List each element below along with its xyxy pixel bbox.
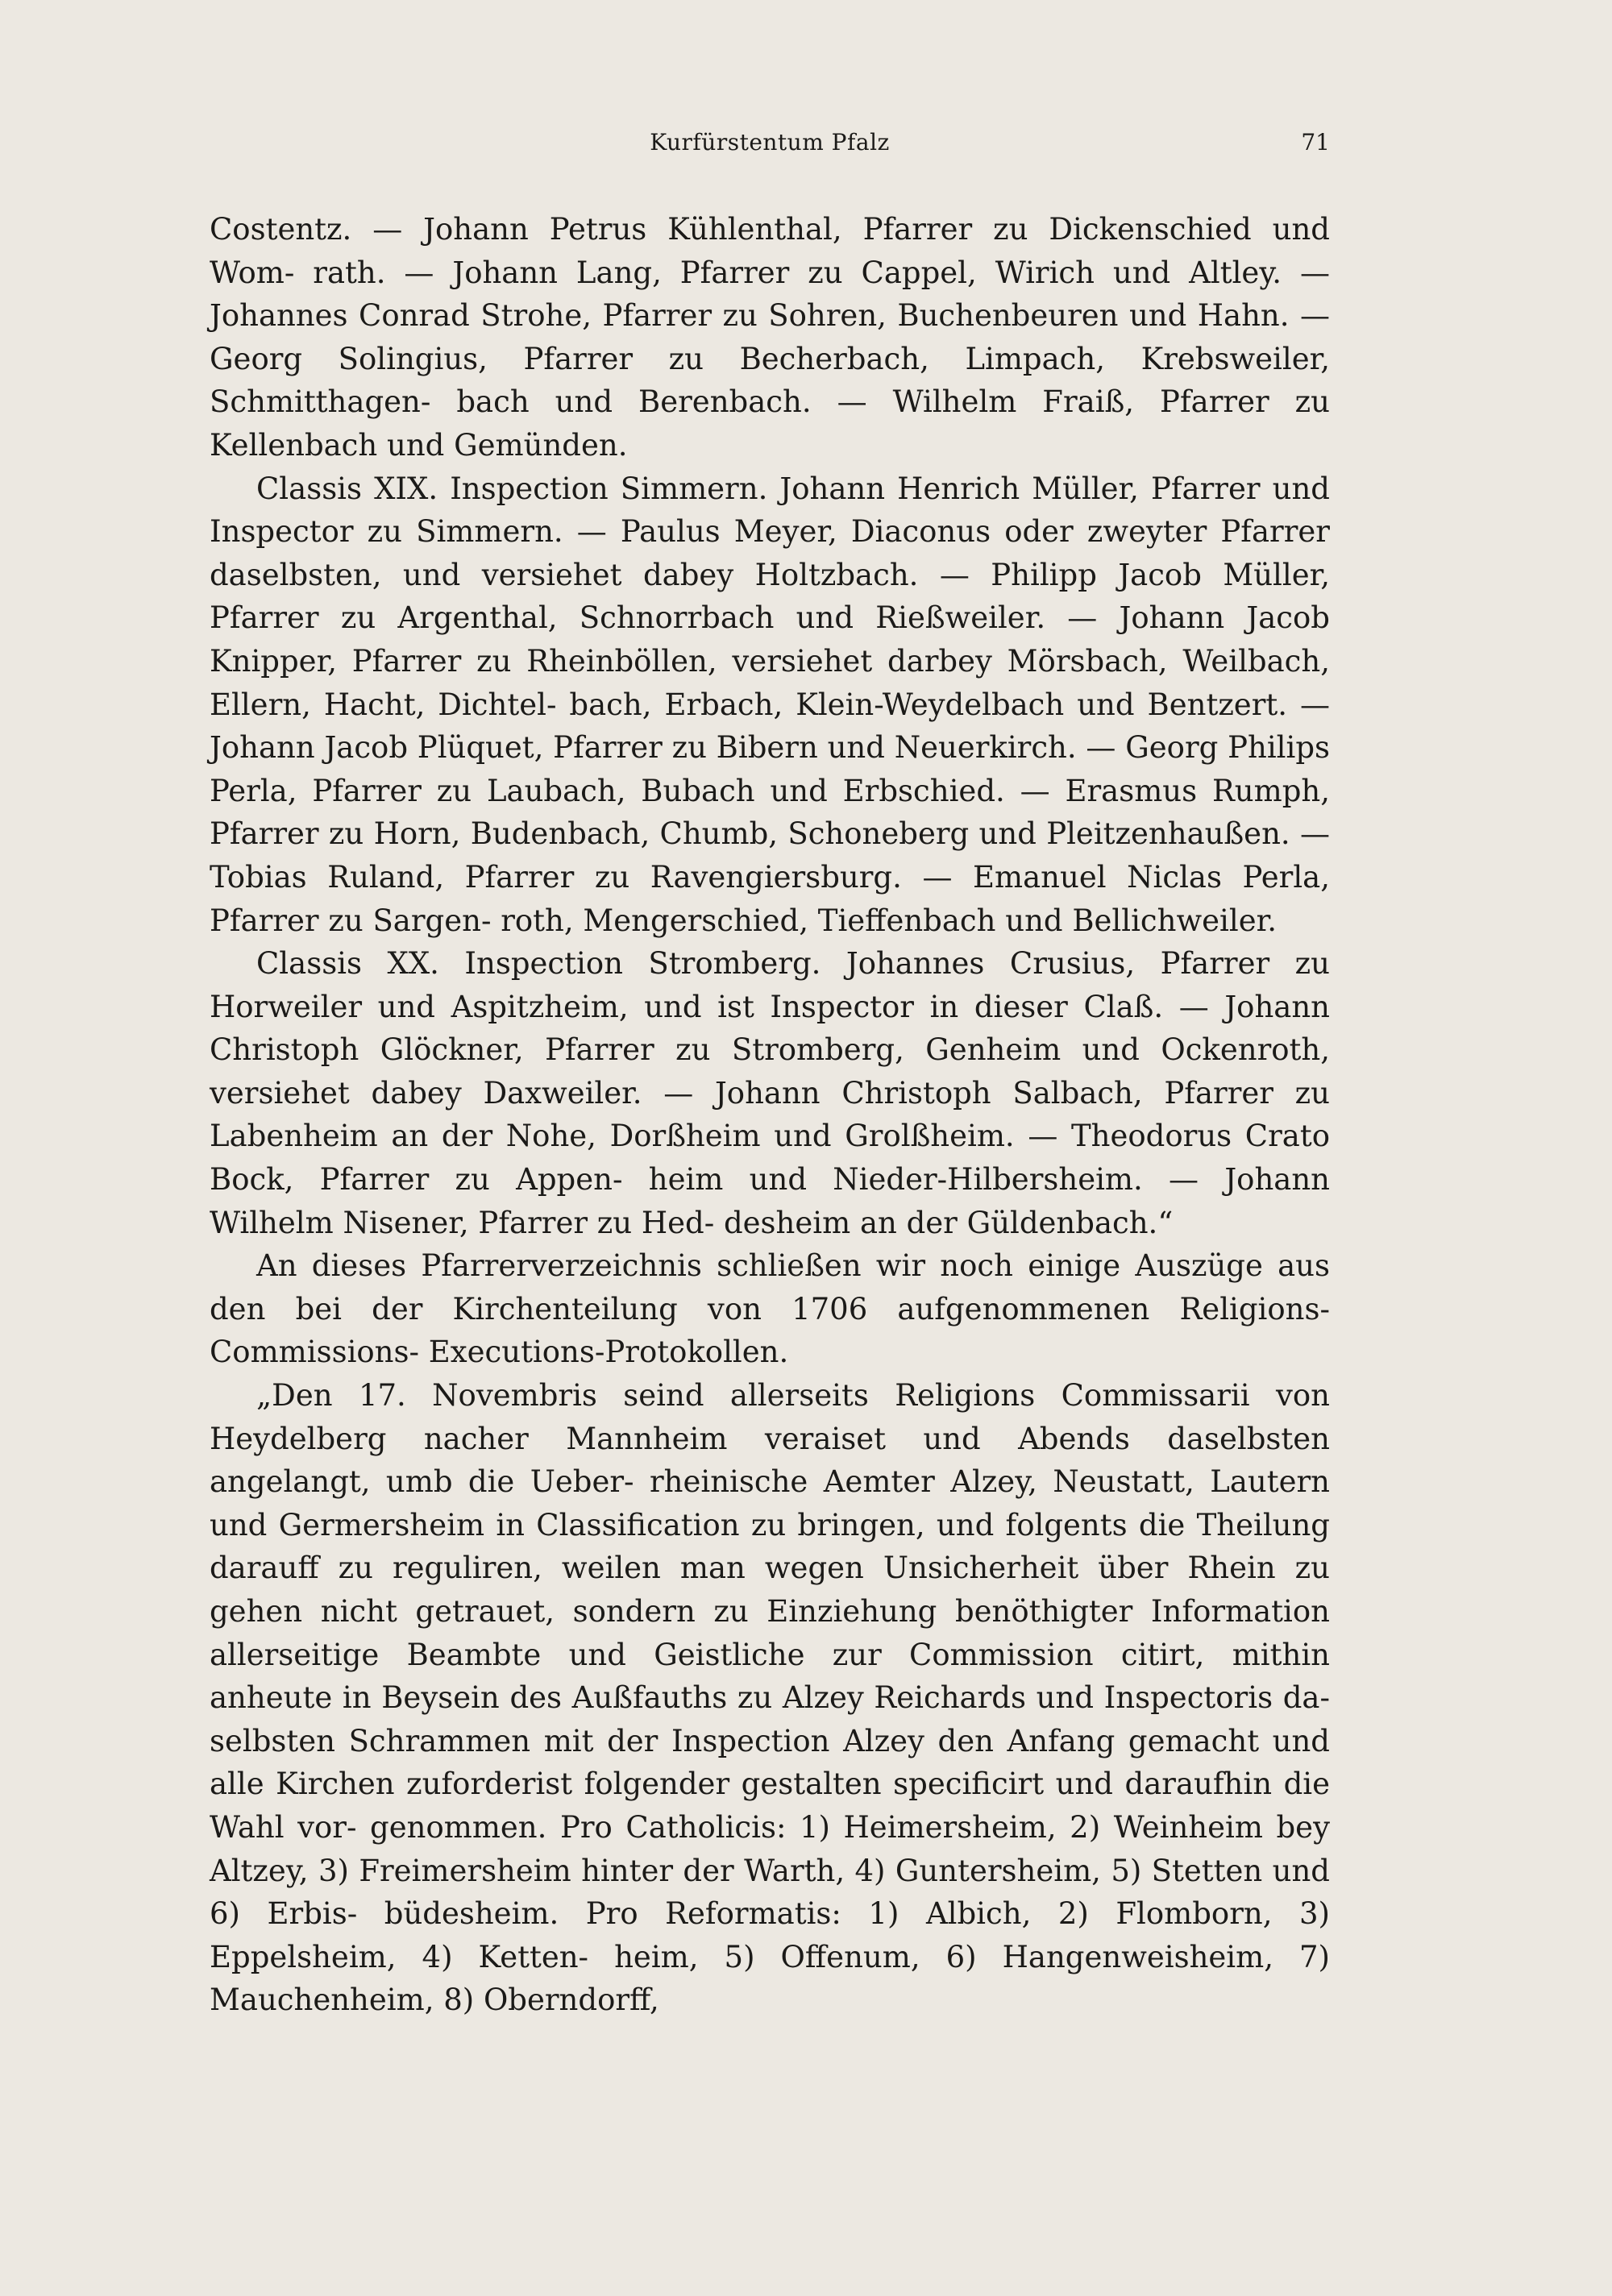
body-text [210,208,1330,2022]
paragraph-protocol-intro: An dieses Pfarrerverzeichnis schließen wir noch einige Auszüge aus den bei der Kirchenteilung von 1706 aufgenommenen Religions-Commissions- Executions-Protokollen. [210,1248,1330,1370]
running-title: Kurfürstentum Pfalz [650,129,890,156]
running-head [210,129,1330,169]
page-number: 71 [1301,129,1330,156]
paragraph-classis-xix: Classis XIX. Inspection Simmern. Johann Henrich Müller, Pfarrer und Inspector zu Simmern. — Paulus Meyer, Diaconus oder zweyter Pfarrer daselbsten, und versiehet dabey Holtzbach. — Philipp Jacob Müller, Pfarrer zu Argenthal, Schnorrbach und Rießweiler. — Johann Jacob Knipper, Pfarrer zu Rheinböllen, versiehet darbey Mörsbach, Weilbach, Ellern, Hacht, Dichtel- bach, Erbach, Klein-Weydelbach und Bentzert. — Johann Jacob Plüquet, Pfarrer zu Bibern und Neuerkirch. — Georg Philips Perla, Pfarrer zu Laubach, Bubach und Erbschied. — Erasmus Rumph, Pfarrer zu Horn, Budenbach, Chumb, Schoneberg und Pleitzenhaußen. — Tobias Ruland, Pfarrer zu Ravengiersburg. — Emanuel Niclas Perla, Pfarrer zu Sargen- roth, Mengerschied, Tieffenbach und Bellichweiler. [210,471,1330,938]
paragraph-classis-xviii-end: Costentz. — Johann Petrus Kühlenthal, Pfarrer zu Dickenschied und Wom- rath. — Johann Lang, Pfarrer zu Cappel, Wirich und Altley. — Johannes Conrad Strohe, Pfarrer zu Sohren, Buchenbeuren und Hahn. — Georg Solingius, Pfarrer zu Becherbach, Limpach, Krebsweiler, Schmitthagen- bach und Berenbach. — Wilhelm Fraiß, Pfarrer zu Kellenbach und Gemünden. [210,212,1330,463]
paragraph-classis-xx: Classis XX. Inspection Stromberg. Johannes Crusius, Pfarrer zu Horweiler und Aspitzheim, und ist Inspector in dieser Claß. — Johann Christoph Glöckner, Pfarrer zu Stromberg, Genheim und Ockenroth, versiehet dabey Daxweiler. — Johann Christoph Salbach, Pfarrer zu Labenheim an der Nohe, Dorßheim und Grolßheim. — Theodorus Crato Bock, Pfarrer zu Appen- heim und Nieder-Hilbersheim. — Johann Wilhelm Nisener, Pfarrer zu Hed- desheim an der Güldenbach.“ [210,946,1330,1240]
paragraph-protocol-quote: „Den 17. Novembris seind allerseits Religions Commissarii von Heydelberg nacher Mannheim veraiset und Abends daselbsten angelangt, umb die Ueber- rheinische Aemter Alzey, Neustatt, Lautern und Germersheim in Classification zu bringen, und folgents die Theilung darauff zu reguliren, weilen man wegen Unsicherheit über Rhein zu gehen nicht getrauet, sondern zu Einziehung benöthigter Information allerseitige Beambte und Geistliche zur Commission citirt, mithin anheute in Beysein des Außfauths zu Alzey Reichards und Inspectoris da- selbsten Schrammen mit der Inspection Alzey den Anfang gemacht und alle Kirchen zuforderist folgender gestalten specificirt und daraufhin die Wahl vor- genommen. Pro Catholicis: 1) Heimersheim, 2) Weinheim bey Altzey, 3) Freimersheim hinter der Warth, 4) Guntersheim, 5) Stetten und 6) Erbis- büdesheim. Pro Reformatis: 1) Albich, 2) Flomborn, 3) Eppelsheim, 4) Ketten- heim, 5) Offenum, 6) Hangenweisheim, 7) Mauchenheim, 8) Oberndorff, [210,1378,1330,2018]
